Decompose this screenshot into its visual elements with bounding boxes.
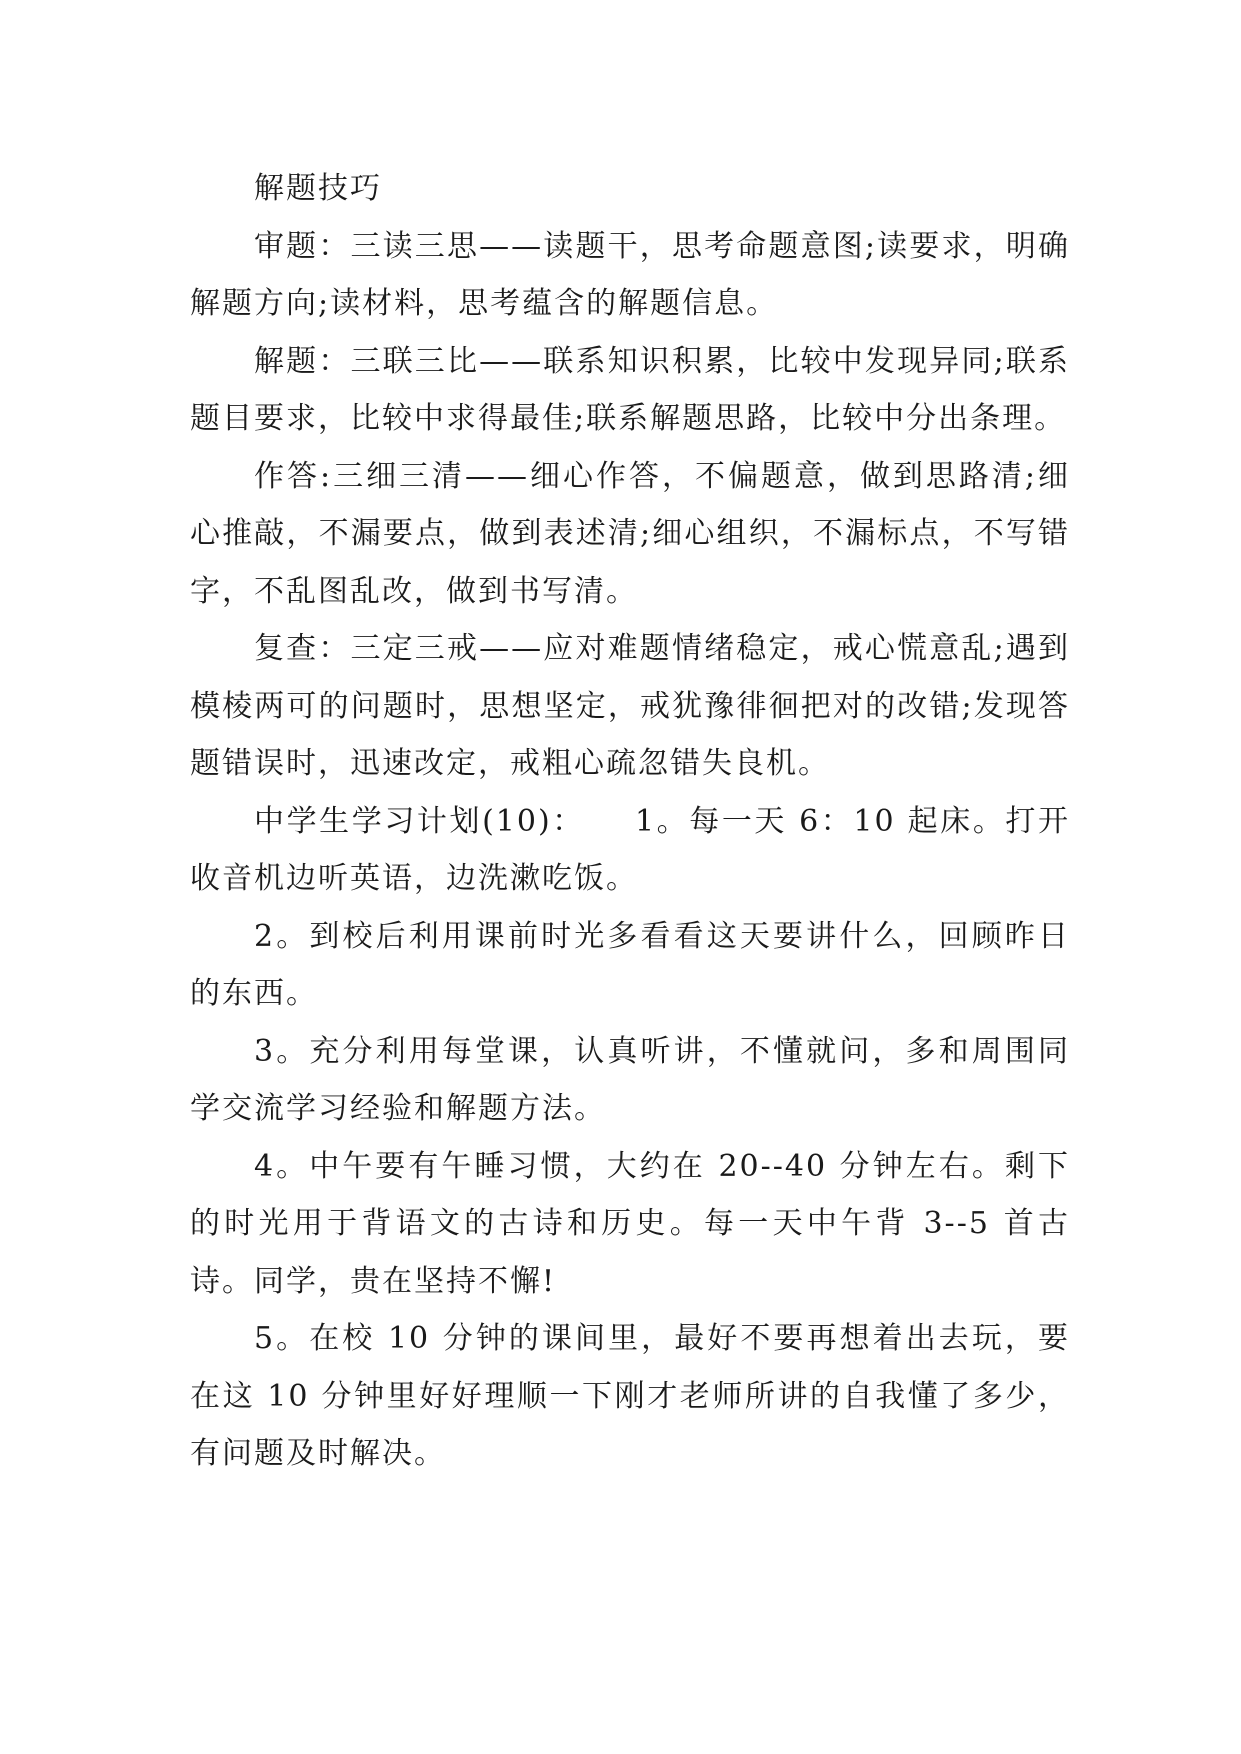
paragraph-plan-item-1: 中学生学习计划(10)： 1。每一天 6：10 起床。打开收音机边听英语，边洗漱吃饭。 bbox=[190, 803, 1070, 896]
paragraph-plan-item-2: 2。到校后利用课前时光多看看这天要讲什么，回顾昨日的东西。 bbox=[190, 918, 1070, 1011]
paragraph-review-question: 审题：三读三思——读题干，思考命题意图;读要求，明确解题方向;读材料，思考蕴含的解题信息。 bbox=[190, 228, 1070, 321]
paragraph-plan-item-5: 5。在校 10 分钟的课间里，最好不要再想着出去玩，要在这 10 分钟里好好理顺一下刚才老师所讲的自我懂了多少，有问题及时解决。 bbox=[190, 1321, 1070, 1471]
paragraph-check: 复查：三定三戒——应对难题情绪稳定，戒心慌意乱;遇到模棱两可的问题时，思想坚定，戒犹豫徘徊把对的改错;发现答题错误时，迅速改定，戒粗心疏忽错失良机。 bbox=[190, 631, 1070, 781]
paragraph-plan-item-4: 4。中午要有午睡习惯，大约在 20--40 分钟左右。剩下的时光用于背语文的古诗和历史。每一天中午背 3--5 首古诗。同学，贵在坚持不懈! bbox=[190, 1148, 1070, 1299]
paragraph-plan-item-3: 3。充分利用每堂课，认真听讲，不懂就问，多和周围同学交流学习经验和解题方法。 bbox=[190, 1033, 1070, 1126]
paragraph-answer: 作答:三细三清——细心作答，不偏题意，做到思路清;细心推敲，不漏要点，做到表述清;细心组织，不漏标点，不写错字，不乱图乱改，做到书写清。 bbox=[190, 458, 1070, 609]
paragraph-solve: 解题：三联三比——联系知识积累，比较中发现异同;联系题目要求，比较中求得最佳;联系解题思路，比较中分出条理。 bbox=[190, 343, 1070, 436]
section-heading: 解题技巧 bbox=[254, 171, 382, 206]
document-body bbox=[190, 160, 1070, 1483]
